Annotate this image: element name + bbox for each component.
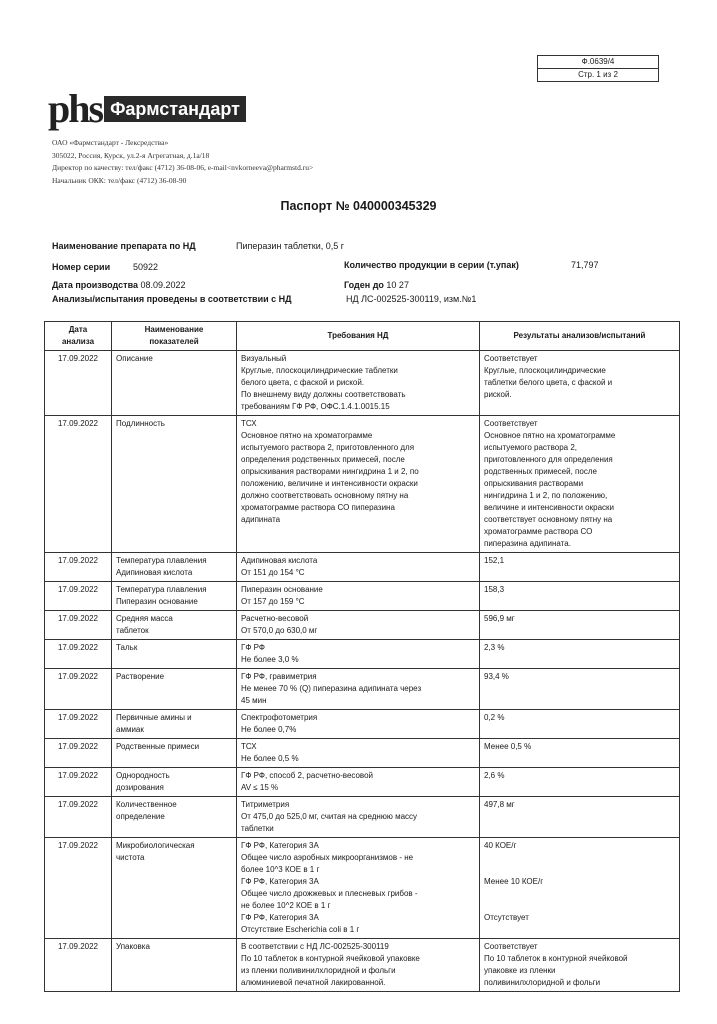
indicator-name-cell [112, 768, 237, 797]
indicator-name-line: чистота [116, 853, 145, 862]
table-row [45, 669, 680, 710]
production-date-label: Дата производства [52, 280, 138, 290]
requirement-line: По 10 таблеток в контурной ячейковой упаковке [241, 954, 420, 963]
result-line [484, 924, 675, 936]
analysis-date: 17.09.2022 [45, 768, 112, 797]
logo-name: Фармстандарт [104, 96, 246, 122]
requirement-line: Не менее 70 % (Q) пиперазина адипината через [241, 684, 422, 693]
requirement-line: AV ≤ 15 % [241, 783, 279, 792]
indicator-name-line: Описание [116, 354, 153, 363]
column-header-line: Результаты анализов/испытаний [513, 331, 646, 340]
result-line: приготовленного для определения [484, 455, 613, 464]
table-row [45, 838, 680, 939]
requirement-line: Круглые, плоскоцилиндрические таблетки [241, 366, 398, 375]
requirement-line: Титриметрия [241, 800, 290, 809]
requirement-line: требованиям ГФ РФ, ОФС.1.4.1.0015.15 [241, 402, 390, 411]
indicator-name-line: аммиак [116, 725, 144, 734]
analysis-date: 17.09.2022 [45, 611, 112, 640]
indicator-name-cell [112, 351, 237, 416]
company-line: 305022, Россия, Курск, ул.2-я Агрегатная, д.1а/18 [52, 150, 210, 160]
result-line: 497,8 мг [484, 800, 515, 809]
table-body [45, 351, 680, 992]
column-header-line: Требования НД [327, 331, 389, 340]
indicator-name-cell [112, 640, 237, 669]
analysis-date: 17.09.2022 [45, 797, 112, 838]
indicator-name-line: определение [116, 812, 165, 821]
requirement-line: От 570,0 до 630,0 мг [241, 626, 318, 635]
analysis-date: 17.09.2022 [45, 416, 112, 553]
requirement-line: Общее число дрожжевых и плесневых грибов - [241, 889, 418, 898]
table-row [45, 640, 680, 669]
result-line: Отсутствует [484, 913, 529, 922]
requirement-line: Пиперазин основание [241, 585, 323, 594]
requirement-line: положению, величине и интенсивности окраски [241, 479, 418, 488]
requirement-cell [237, 582, 480, 611]
company-line: Начальник ОКК: тел/факс (4712) 36-08-90 [52, 175, 187, 185]
result-line: таблетки белого цвета, с фаской и [484, 378, 613, 387]
requirement-line: Не более 3,0 % [241, 655, 299, 664]
result-line: 2,3 % [484, 643, 505, 652]
table-row [45, 768, 680, 797]
requirement-cell [237, 553, 480, 582]
result-line: испытуемого раствора 2, [484, 443, 577, 452]
indicator-name-line: Температура плавления [116, 585, 207, 594]
indicator-name-cell [112, 939, 237, 992]
requirement-cell [237, 838, 480, 939]
indicator-name-line: Однородность [116, 771, 170, 780]
result-line: 0,2 % [484, 713, 505, 722]
table-row [45, 710, 680, 739]
table-row [45, 582, 680, 611]
analysis-date: 17.09.2022 [45, 553, 112, 582]
indicator-name-line: Упаковка [116, 942, 150, 951]
form-number: Ф.0639/4 [581, 57, 615, 66]
series-label: Номер серии [52, 262, 111, 272]
requirement-line: По внешнему виду должны соответствовать [241, 390, 406, 399]
requirement-line: алюминиевой печатной лакированной. [241, 978, 386, 987]
requirement-line: Не более 0,5 % [241, 754, 299, 763]
column-header [480, 322, 680, 351]
requirement-line: более 10^3 КОЕ в 1 г [241, 865, 320, 874]
requirement-line: Спектрофотометрия [241, 713, 318, 722]
requirement-line: Расчетно-весовой [241, 614, 309, 623]
result-line: 2,6 % [484, 771, 505, 780]
production-date [52, 280, 186, 290]
result-cell [480, 553, 680, 582]
valid-until-label: Годен до [344, 280, 384, 290]
requirement-line: ГФ РФ, способ 2, расчетно-весовой [241, 771, 374, 780]
indicator-name-line: Растворение [116, 672, 165, 681]
requirement-line: Общее число аэробных микроорганизмов - не [241, 853, 414, 862]
production-date-value: 08.09.2022 [140, 280, 186, 290]
requirement-line: белого цвета, с фаской и риской. [241, 378, 365, 387]
result-line: 158,3 [484, 585, 505, 594]
result-line: Менее 0,5 % [484, 742, 532, 751]
requirement-line: не более 10^2 КОЕ в 1 г [241, 901, 331, 910]
result-cell [480, 582, 680, 611]
result-cell [480, 739, 680, 768]
table-row [45, 351, 680, 416]
column-header-line: показателей [149, 337, 199, 346]
requirement-cell [237, 611, 480, 640]
table-row [45, 797, 680, 838]
column-header-line: анализа [61, 337, 95, 346]
result-cell [480, 640, 680, 669]
analysis-date: 17.09.2022 [45, 939, 112, 992]
result-line: риской. [484, 390, 512, 399]
result-line: родственных примесей, после [484, 467, 597, 476]
requirement-line: От 157 до 159 °С [241, 597, 305, 606]
indicator-name-line: Родственные примеси [116, 742, 200, 751]
logo-mark: phs [48, 86, 103, 131]
requirement-cell [237, 768, 480, 797]
result-line: Менее 10 КОЕ/г [484, 877, 544, 886]
requirement-line: хроматограмме раствора СО пиперазина [241, 503, 395, 512]
table-row [45, 416, 680, 553]
indicator-name-line: Тальк [116, 643, 138, 652]
indicator-name-line: Количественное [116, 800, 177, 809]
result-line: пиперазина адипината. [484, 539, 571, 548]
requirement-cell [237, 669, 480, 710]
result-line: Соответствует [484, 354, 538, 363]
result-line: По 10 таблеток в контурной ячейковой [484, 954, 628, 963]
indicator-name-line: Первичные амины и [116, 713, 192, 722]
company-line: Директор по качеству: тел/факс (4712) 36-08-06, e-mail<nvkorneeva@pharmstd.ru> [52, 163, 314, 172]
indicator-name-line: Адипиновая кислота [116, 568, 193, 577]
result-cell [480, 710, 680, 739]
result-line [484, 852, 675, 864]
result-line: 93,4 % [484, 672, 509, 681]
result-cell [480, 611, 680, 640]
valid-until [344, 280, 409, 290]
result-cell [480, 797, 680, 838]
indicator-name-cell [112, 611, 237, 640]
company-logo [48, 88, 246, 130]
result-line [484, 864, 675, 876]
result-line: Круглые, плоскоцилиндрические [484, 366, 606, 375]
column-header-line: Дата [68, 325, 88, 334]
requirement-line: 45 мин [241, 696, 267, 705]
column-header [237, 322, 480, 351]
column-header-line: Наименование [144, 325, 204, 334]
requirement-line: Адипиновая кислота [241, 556, 318, 565]
indicator-name-line: Подлинность [116, 419, 165, 428]
result-cell [480, 351, 680, 416]
requirement-line: Основное пятно на хроматограмме [241, 431, 373, 440]
requirement-cell [237, 710, 480, 739]
requirement-cell [237, 416, 480, 553]
indicator-name-line: Микробиологическая [116, 841, 195, 850]
analysis-date: 17.09.2022 [45, 710, 112, 739]
analysis-date: 17.09.2022 [45, 351, 112, 416]
result-cell [480, 939, 680, 992]
indicator-name-cell [112, 838, 237, 939]
result-cell [480, 768, 680, 797]
quantity-label: Количество продукции в серии (т.упак) [344, 260, 519, 270]
column-header [45, 322, 112, 351]
result-line: 40 КОЕ/г [484, 841, 517, 850]
indicator-name-cell [112, 710, 237, 739]
indicator-name-line: дозирования [116, 783, 164, 792]
analysis-table [44, 321, 680, 992]
result-line: упаковке из пленки [484, 966, 556, 975]
indicator-name-cell [112, 553, 237, 582]
indicator-name-cell [112, 797, 237, 838]
company-details [52, 137, 313, 187]
requirement-line: От 151 до 154 °С [241, 568, 305, 577]
indicator-name-line: таблеток [116, 626, 149, 635]
requirement-line: ГФ РФ [241, 643, 265, 652]
requirement-line: Визуальный [241, 354, 287, 363]
result-line: 596,9 мг [484, 614, 515, 623]
requirement-line: ГФ РФ, Категория 3А [241, 877, 319, 886]
result-line: Основное пятно на хроматограмме [484, 431, 616, 440]
document-reference-box [537, 55, 659, 82]
requirement-line: ТСХ [241, 742, 257, 751]
requirement-line: ГФ РФ, гравиметрия [241, 672, 317, 681]
indicator-name-cell [112, 582, 237, 611]
requirement-line: адипината [241, 515, 281, 524]
passport-title: Паспорт № 040000345329 [280, 199, 437, 213]
page-number: Стр. 1 из 2 [538, 68, 658, 81]
analysis-date: 17.09.2022 [45, 582, 112, 611]
table-row [45, 553, 680, 582]
result-cell [480, 669, 680, 710]
requirement-cell [237, 640, 480, 669]
quantity-value: 71,797 [571, 260, 599, 270]
analysis-basis-label: Анализы/испытания проведены в соответствии с НД [52, 294, 292, 304]
analysis-date: 17.09.2022 [45, 739, 112, 768]
analysis-date: 17.09.2022 [45, 640, 112, 669]
requirement-line: испытуемого раствора 2, приготовленного для [241, 443, 415, 452]
requirement-line: опрыскивания растворами нингидрина 1 и 2, по [241, 467, 419, 476]
analysis-date: 17.09.2022 [45, 669, 112, 710]
column-header [112, 322, 237, 351]
result-line: Соответствует [484, 419, 538, 428]
requirement-line: определения родственных примесей, после [241, 455, 405, 464]
indicator-name-line: Средняя масса [116, 614, 173, 623]
valid-until-value: 10 27 [386, 280, 409, 290]
requirement-line: должно соответствовать основному пятну на [241, 491, 409, 500]
requirement-line: ГФ РФ, Категория 3А [241, 913, 319, 922]
analysis-basis-value: НД ЛС-002525-300119, изм.№1 [346, 294, 477, 304]
table-header-row [45, 322, 680, 351]
indicator-name-cell [112, 739, 237, 768]
analysis-date: 17.09.2022 [45, 838, 112, 939]
series-value: 50922 [133, 262, 159, 272]
result-line: величине и интенсивности окраски [484, 503, 614, 512]
indicator-name-cell [112, 669, 237, 710]
requirement-cell [237, 939, 480, 992]
result-line: хроматограмме раствора СО [484, 527, 593, 536]
requirement-line: Отсутствие Escherichia coli в 1 г [241, 925, 360, 934]
result-line: нингидрина 1 и 2, по положению, [484, 491, 608, 500]
indicator-name-line: Пиперазин основание [116, 597, 198, 606]
requirement-cell [237, 739, 480, 768]
requirement-cell [237, 797, 480, 838]
result-line [484, 900, 675, 912]
indicator-name-cell [112, 416, 237, 553]
product-name-label: Наименование препарата по НД [52, 241, 196, 251]
table-row [45, 939, 680, 992]
table-row [45, 611, 680, 640]
requirement-line: ГФ РФ, Категория 3А [241, 841, 319, 850]
requirement-line: От 475,0 до 525,0 мг, считая на среднюю массу [241, 812, 418, 821]
product-name-value: Пиперазин таблетки, 0,5 г [236, 241, 345, 251]
result-line: соответствует основному пятну на [484, 515, 613, 524]
requirement-line: из пленки поливинилхлоридной и фольги [241, 966, 396, 975]
requirement-line: ТСХ [241, 419, 257, 428]
requirement-line: таблетки [241, 824, 274, 833]
requirement-line: Не более 0,7% [241, 725, 297, 734]
result-line: Соответствует [484, 942, 538, 951]
result-line [484, 888, 675, 900]
requirement-line: В соответствии с НД ЛС-002525-300119 [241, 942, 389, 951]
requirement-cell [237, 351, 480, 416]
result-line: поливинилхлоридной и фольги [484, 978, 601, 987]
company-line: ОАО «Фармстандарт - Лексредства» [52, 138, 169, 147]
result-line: опрыскивания растворами [484, 479, 584, 488]
indicator-name-line: Температура плавления [116, 556, 207, 565]
table-row [45, 739, 680, 768]
result-cell [480, 416, 680, 553]
result-line: 152,1 [484, 556, 505, 565]
result-cell [480, 838, 680, 939]
